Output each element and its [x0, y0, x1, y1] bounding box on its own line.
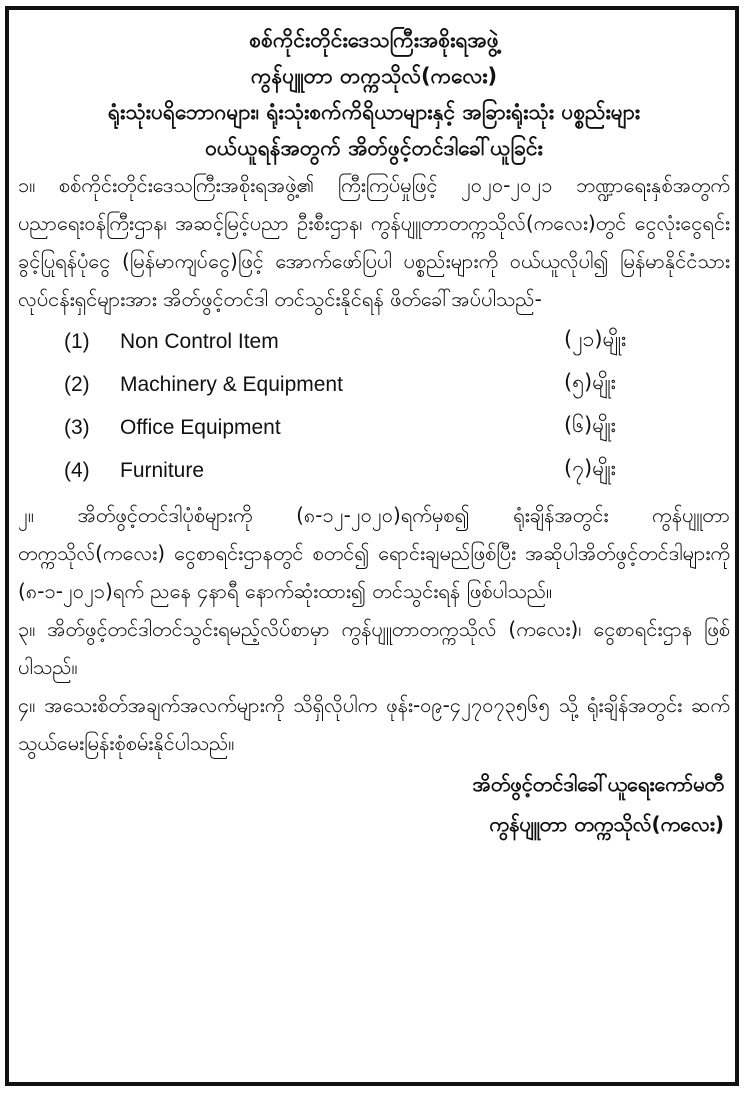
- signature-university: ကွန်ပျူတာ တက္ကသိုလ်(ကလေး): [489, 812, 724, 836]
- paragraph-1: ၁။ စစ်ကိုင်းတိုင်းဒေသကြီးအစိုးရအဖွဲ့၏ ကြီးကြပ်မှုဖြင့် ၂၀၂၀-၂၀၂၁ ဘဏ္ဍာရေးနှစ်အတွက် ပညာရေးဝန်ကြီးဌာန၊ အဆင့်မြင့်ပညာ ဦးစီးဌာန၊ ကွန်ပျူတာတက္ကသိုလ်(ကလေး)တွင် ငွေလုံးငွေရင်း ခွင့်ပြုရန်ပုံငွေ (မြန်မာကျပ်ငွေ)ဖြင့် အောက်ဖော်ပြပါ ပစ္စည်းများကို ဝယ်ယူလိုပါ၍ မြန်မာနိုင်ငံသားလုပ်ငန်းရှင်များအား အိတ်ဖွင့်တင်ဒါ တင်သွင်းနိုင်ရန် ဖိတ်ခေါ်အပ်ပါသည်-: [18, 173, 730, 311]
- paragraph-4: ၄။ အသေးစိတ်အချက်အလက်များကို သိရှိလိုပါက ဖုန်း-၀၉-၄၂၇၀၇၃၅၆၅ သို့ ရုံးချိန်အတွင်း ဆက်သွယ်မေးမြန်းစုံစမ်းနိုင်ပါသည်။: [18, 693, 730, 755]
- item-number: (1): [64, 329, 90, 353]
- item-count: (၅)မျိုး: [564, 370, 616, 394]
- paragraph-3: ၃။ အိတ်ဖွင့်တင်ဒါတင်သွင်းရမည့်လိပ်စာမှာ ကွန်ပျူတာတက္ကသိုလ် (ကလေး)၊ ငွေစာရင်းဌာန ဖြစ်ပါသည်။: [18, 617, 730, 679]
- item-number: (4): [64, 458, 90, 482]
- list-item: [18, 406, 730, 449]
- item-count: (၆)မျိုး: [564, 413, 616, 437]
- item-label: Office Equipment: [120, 415, 281, 439]
- tender-notice: [18, 22, 730, 844]
- item-count: (၂၁)မျိုး: [564, 327, 627, 351]
- item-label: Machinery & Equipment: [120, 372, 343, 396]
- item-count: (၇)မျိုး: [564, 456, 616, 480]
- list-item: [18, 320, 730, 363]
- item-label: Non Control Item: [120, 329, 279, 353]
- item-list: [18, 320, 730, 492]
- header-line-government: စစ်ကိုင်းတိုင်းဒေသကြီးအစိုးရအဖွဲ့: [249, 28, 499, 52]
- item-number: (3): [64, 415, 90, 439]
- header-line-title: ဝယ်ယူရန်အတွက် အိတ်ဖွင့်တင်ဒါခေါ်ယူခြင်း: [205, 136, 543, 160]
- list-item: [18, 449, 730, 492]
- signature-committee: အိတ်ဖွင့်တင်ဒါခေါ်ယူရေးကော်မတီ: [472, 772, 724, 796]
- header-line-subject: ရုံးသုံးပရိဘောဂများ၊ ရုံးသုံးစက်ကိရိယာများနှင့် အခြားရုံးသုံး ပစ္စည်းများ: [107, 100, 641, 124]
- list-item: [18, 363, 730, 406]
- header-line-university: ကွန်ပျူတာ တက္ကသိုလ်(ကလေး): [250, 64, 498, 88]
- signature-block: [18, 764, 730, 844]
- notice-header: [18, 22, 730, 166]
- item-label: Furniture: [120, 458, 205, 482]
- item-number: (2): [64, 372, 90, 396]
- paragraph-2: ၂။ အိတ်ဖွင့်တင်ဒါပုံစံများကို (၈-၁၂-၂၀၂၀)ရက်မှစ၍ ရုံးချိန်အတွင်း ကွန်ပျူတာ တက္ကသိုလ်(ကလေး) ငွေစာရင်းဌာနတွင် စတင်၍ ရောင်းချမည်ဖြစ်ပြီး အဆိုပါအိတ်ဖွင့်တင်ဒါများကို (၈-၁-၂၀၂၁)ရက် ညနေ ၄နာရီ နောက်ဆုံးထား၍ တင်သွင်းရန် ဖြစ်ပါသည်။: [18, 503, 730, 603]
